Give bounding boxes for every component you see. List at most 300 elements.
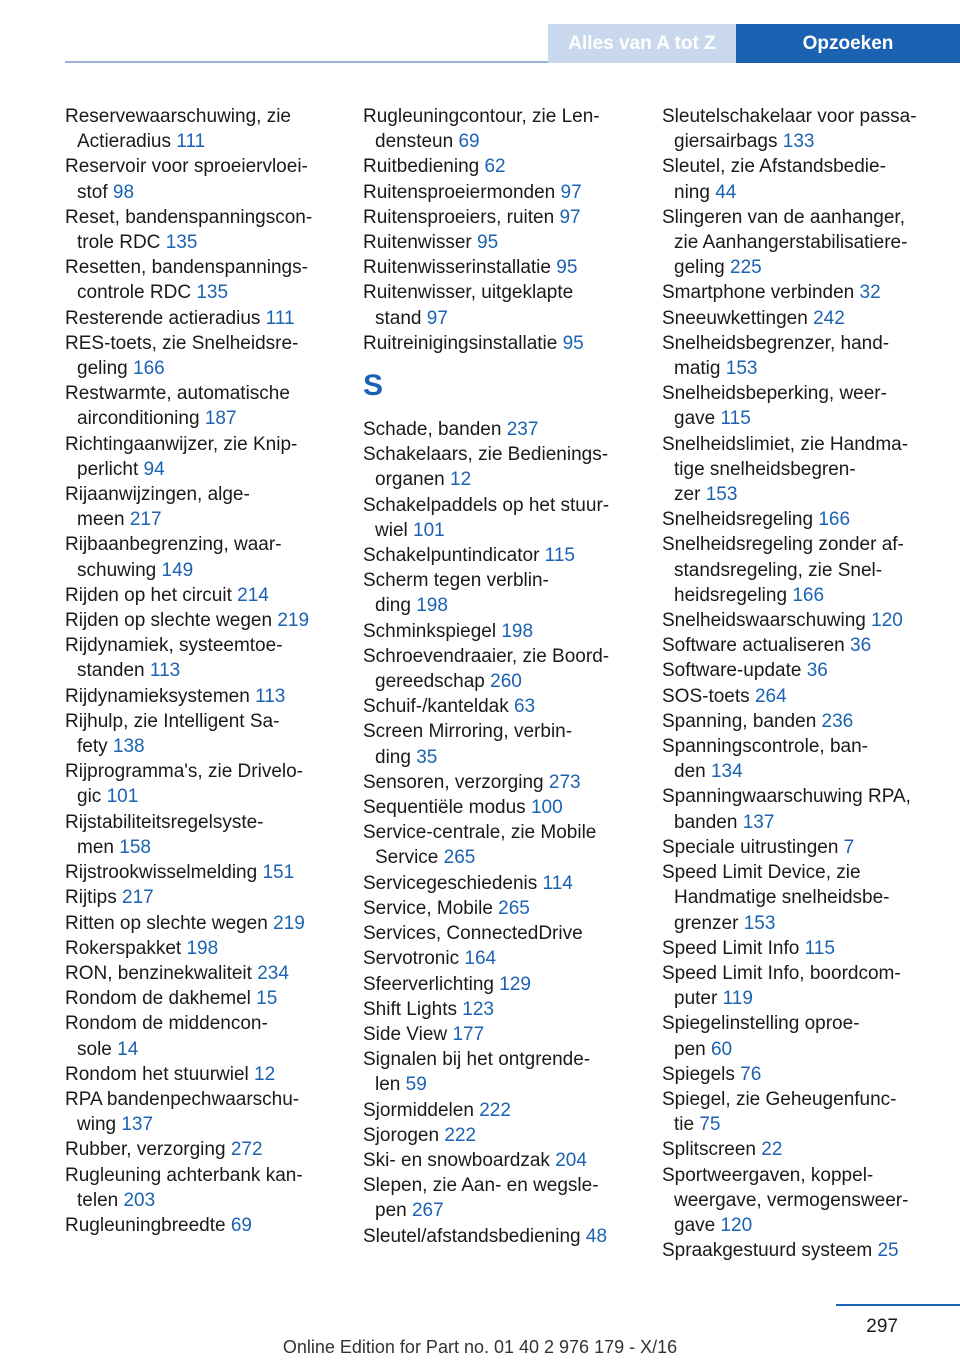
index-entry [65,1213,341,1238]
entry-text: Resterende actieradius [65,307,261,329]
entry-text: Rokerspakket [65,937,182,959]
entry-text: Service, Mobile [363,897,493,919]
entry-text: Sensoren, verzorging [363,771,544,793]
index-entry [662,306,940,331]
page-link[interactable]: 133 [782,131,815,153]
index-entry [363,104,639,154]
page-link[interactable]: 113 [149,660,181,682]
index-entry [65,810,341,860]
page-link[interactable]: 134 [710,761,743,783]
entry-text: Speciale uitrustingen [662,836,839,858]
page-link[interactable]: 114 [542,872,573,894]
entry-text: Slepen, zie Aan- en wegsle- [363,1175,599,1197]
index-entry [662,961,940,1011]
entry-text: Richtingaanwijzer, zie Knip- [65,433,298,455]
entry-text: Splitscreen [662,1139,756,1161]
entry-text: Sequentiële modus [363,797,526,819]
entry-text: Screen Mirroring, verbin- [363,721,573,743]
entry-text: Actieradius [77,131,171,153]
entry-text: Rondom de dakhemel [65,988,251,1010]
page-link[interactable]: 273 [548,771,581,793]
page-link[interactable]: 115 [720,408,751,430]
page-link[interactable]: 22 [761,1139,783,1161]
page-link[interactable]: 95 [477,232,499,254]
section-letter: S [363,369,384,403]
index-entry [662,1238,940,1263]
entry-text: ding [375,746,411,768]
index-entry [662,381,940,431]
entry-text: Snelheidslimiet, zie Handma- [662,433,909,455]
entry-text: zer [674,484,701,506]
entry-text: Ruitenwisserinstallatie [363,257,551,279]
entry-text: sole [77,1038,112,1060]
entry-text: grenzer [674,912,739,934]
entry-text: Spiegelinstelling oproe- [662,1013,860,1035]
entry-text: Rondom het stuurwiel [65,1063,249,1085]
entry-text: pen [375,1200,407,1222]
index-entry [65,306,341,331]
index-entry [363,1123,639,1148]
entry-text: Sfeerverlichting [363,973,494,995]
index-entry [65,885,341,910]
page-link[interactable]: 153 [725,358,758,380]
page-link[interactable]: 113 [255,685,286,707]
entry-text: men [77,836,114,858]
entry-text: Rijhulp, zie Intelligent Sa- [65,710,280,732]
index-entry [363,543,639,568]
entry-text: Ski- en snowboardzak [363,1149,550,1171]
index-entry [662,936,940,961]
page-link[interactable]: 149 [161,559,194,581]
entry-text: Ritten op slechte wegen [65,912,268,934]
page-link[interactable]: 265 [443,847,476,869]
page-link[interactable]: 267 [411,1200,444,1222]
index-column-3 [662,104,940,1263]
entry-text: Rijstabiliteitsregelsyste- [65,811,264,833]
entry-text: stof [77,181,108,203]
entry-text: Servotronic [363,948,460,970]
page-link[interactable]: 198 [416,595,448,617]
page-link[interactable]: 158 [119,836,151,858]
entry-text: meen [77,509,125,531]
page-link[interactable]: 101 [106,786,139,808]
entry-text: RES-toets, zie Snelheidsre- [65,332,299,354]
page-link[interactable]: 115 [804,937,835,959]
entry-text: Software-update [662,660,802,682]
page-link[interactable]: 203 [123,1189,156,1211]
entry-text: Speed Limit Info [662,937,800,959]
entry-text: gereedschap [375,671,485,693]
entry-text: Rugleuningcontour, zie Len- [363,106,600,127]
page-number: 297 [866,1316,898,1337]
entry-text: Rijbaanbegrenzing, waar- [65,534,282,556]
entry-text: Reservoir voor sproeiervloei- [65,156,308,178]
index-entry [363,719,639,769]
page-link[interactable]: 15 [256,988,278,1010]
entry-text: Sjormiddelen [363,1099,474,1121]
index-entry [65,633,341,683]
index-entry [662,684,940,709]
entry-text: Reservewaarschuwing, zie [65,106,291,127]
index-entry [65,759,341,809]
entry-text: Reset, bandenspanningscon- [65,206,313,228]
index-entry [363,1022,639,1047]
edition-footer: Online Edition for Part no. 01 40 2 976 179 - X/16 [282,1337,678,1357]
index-entry [662,1163,940,1239]
entry-text: Sleutelschakelaar voor passa- [662,106,917,127]
entry-text: Snelheidsbegrenzer, hand- [662,332,890,354]
page-link[interactable]: 111 [176,131,206,153]
entry-text: Side View [363,1023,448,1045]
entry-text: Schuif-/kanteldak [363,696,509,718]
page-link[interactable]: 222 [479,1099,511,1121]
page-link[interactable]: 217 [122,887,154,909]
page-link[interactable]: 135 [196,282,229,304]
page-link[interactable]: 119 [722,988,753,1010]
entry-text: zie Aanhangerstabilisatiere- [674,232,908,254]
index-entry [363,442,639,492]
entry-text: Rijaanwijzingen, alge- [65,484,250,506]
page-link[interactable]: 217 [129,509,162,531]
index-entry [65,709,341,759]
entry-text: Schakelpuntindicator [363,545,540,567]
page-link[interactable]: 129 [499,973,531,995]
index-entry [363,946,639,971]
index-entry [662,734,940,784]
page-link[interactable]: 237 [506,419,539,441]
entry-text: Handmatige snelheidsbe- [674,887,890,909]
page-link[interactable]: 97 [559,206,581,228]
index-entry [363,568,639,618]
tab-lookup[interactable]: Opzoeken [736,24,960,63]
page-link[interactable]: 120 [871,610,903,632]
page-link[interactable]: 59 [405,1074,427,1096]
entry-text: trole RDC [77,232,161,254]
page-link[interactable]: 151 [262,862,295,884]
entry-text: Sleutel, zie Afstandsbedie- [662,156,886,178]
entry-text: Spanningscontrole, ban- [662,736,868,758]
index-entry [65,255,341,305]
entry-text: Schade, banden [363,419,502,441]
index-entry [65,911,341,936]
index-entry [662,658,940,683]
page-link[interactable]: 48 [585,1225,608,1247]
entry-text: Ruitensproeiermonden [363,181,556,203]
page-link[interactable]: 100 [530,797,563,819]
page-link[interactable]: 94 [143,458,165,480]
index-entry [65,608,341,633]
index-entry [363,896,639,921]
page-link[interactable]: 137 [742,811,775,833]
page-link[interactable]: 62 [484,156,506,178]
page-link[interactable]: 97 [426,307,448,329]
index-entry [363,493,639,543]
entry-text: tie [674,1114,695,1136]
index-entry [363,1047,639,1097]
entry-text: weergave, vermogensweer- [674,1189,909,1211]
page-link[interactable]: 272 [230,1139,263,1161]
page-link[interactable]: 204 [555,1149,587,1171]
entry-text: Sjorogen [363,1124,440,1146]
index-entry [65,860,341,885]
index-entry [662,1062,940,1087]
page-link[interactable]: 198 [186,937,219,959]
index-entry [363,180,639,205]
entry-text: Smartphone verbinden [662,282,855,304]
page-link[interactable]: 36 [806,660,828,682]
index-entry [363,972,639,997]
entry-text: geling [77,358,128,380]
page-link[interactable]: 69 [458,131,480,153]
entry-text: Rijdynamieksystemen [65,685,250,707]
entry-text: matig [674,358,721,380]
page-link[interactable]: 120 [720,1214,753,1236]
index-entry [363,280,639,330]
entry-text: perlicht [77,458,139,480]
page-link[interactable]: 14 [117,1038,139,1060]
entry-text: Speed Limit Device, zie [662,862,861,884]
index-entry [363,331,639,356]
page-link[interactable]: 214 [237,584,269,606]
index-entry [662,104,940,154]
page-link[interactable]: 44 [715,181,737,203]
index-entry [65,1163,341,1213]
entry-text: SOS-toets [662,685,750,707]
index-entry [65,961,341,986]
tab-index[interactable]: Alles van A tot Z [548,24,736,63]
page-link[interactable]: 138 [112,736,145,758]
index-entry [363,694,639,719]
entry-text: Schroevendraaier, zie Boord- [363,645,610,667]
entry-text: Ruitreinigingsinstallatie [363,332,558,354]
page-link[interactable]: 12 [254,1063,276,1085]
page-link[interactable]: 95 [562,332,584,354]
page-link[interactable]: 12 [450,469,472,491]
page-link[interactable]: 187 [204,408,237,430]
entry-text: Rondom de middencon- [65,1013,268,1035]
entry-text: Sportweergaven, koppel- [662,1164,874,1186]
index-entry [65,1011,341,1061]
entry-text: Signalen bij het ontgrende- [363,1049,591,1071]
index-entry [65,381,341,431]
page-link[interactable]: 153 [705,484,738,506]
page-link[interactable]: 32 [859,282,881,304]
page-link[interactable]: 69 [230,1214,252,1236]
index-entry [662,205,940,281]
entry-text: Rijden op slechte wegen [65,610,273,632]
entry-text: Rijprogramma's, zie Drivelo- [65,761,304,783]
index-entry [363,1173,639,1223]
entry-text: Sleutel/afstandsbediening [363,1225,581,1247]
footer-rule [836,1304,960,1306]
entry-text: RON, benzinekwaliteit [65,962,252,984]
index-entry [662,432,940,508]
entry-text: gave [674,1214,716,1236]
index-entry [65,986,341,1011]
index-column-2 [363,104,639,1249]
index-entry [363,921,639,946]
index-entry [65,1087,341,1137]
index-entry [363,820,639,870]
page-link[interactable]: 225 [730,257,762,279]
index-entry [662,280,940,305]
entry-text: Slingeren van de aanhanger, [662,206,905,228]
index-entry [363,154,639,179]
entry-text: gic [77,786,102,808]
entry-text: controle RDC [77,282,192,304]
index-entry [662,507,940,532]
index-entry [65,104,341,154]
page-link[interactable]: 164 [464,948,497,970]
entry-text: standen [77,660,145,682]
index-entry [662,1011,940,1061]
entry-text: Spiegels [662,1063,735,1085]
page-link[interactable]: 123 [462,998,494,1020]
page-link[interactable]: 198 [501,620,534,642]
page-link[interactable]: 222 [444,1124,477,1146]
entry-text: Rijden op het circuit [65,584,232,606]
index-entry [65,583,341,608]
entry-text: telen [77,1189,119,1211]
page-link[interactable]: 75 [699,1114,721,1136]
page-link[interactable]: 236 [821,710,854,732]
index-entry [662,1087,940,1137]
entry-text: Servicegeschiedenis [363,872,538,894]
index-entry [363,871,639,896]
entry-text: Snelheidswaarschuwing [662,610,866,632]
entry-text: Service [375,847,439,869]
page-link[interactable]: 219 [277,610,310,632]
index-entry [363,230,639,255]
page-link[interactable]: 177 [452,1023,485,1045]
index-entry [363,644,639,694]
page-link[interactable]: 63 [514,696,536,718]
index-entry [662,1137,940,1162]
index-entry [363,619,639,644]
index-entry [65,532,341,582]
page-link[interactable]: 166 [792,584,825,606]
entry-text: Software actualiseren [662,635,845,657]
entry-text: heidsregeling [674,584,788,606]
entry-text: standsregeling, zie Snel- [674,559,883,581]
page-link[interactable]: 35 [416,746,438,768]
index-entry [363,1148,639,1173]
entry-text: schuwing [77,559,157,581]
entry-text: Service-centrale, zie Mobile [363,822,597,844]
page-link[interactable]: 25 [877,1240,899,1262]
index-entry [65,432,341,482]
entry-text: airconditioning [77,408,200,430]
entry-text: Ruitensproeiers, ruiten [363,206,555,228]
page-link[interactable]: 7 [843,836,855,858]
entry-text: Shift Lights [363,998,457,1020]
entry-text: Rubber, verzorging [65,1139,226,1161]
index-entry [363,770,639,795]
index-entry [363,795,639,820]
page-link[interactable]: 166 [133,358,165,380]
index-entry [65,482,341,532]
entry-text: Rugleuning achterbank kan- [65,1164,303,1186]
entry-text: ning [674,181,710,203]
index-entry [662,154,940,204]
entry-text: Schakelaars, zie Bedienings- [363,444,609,466]
page-link[interactable]: 97 [560,181,582,203]
index-entry [662,633,940,658]
entry-text: Ruitbediening [363,156,480,178]
entry-text: Rijtips [65,887,117,909]
page-link[interactable]: 135 [165,232,198,254]
entry-text: Scherm tegen verblin- [363,570,549,592]
index-entry [363,255,639,280]
entry-text: Spiegel, zie Geheugenfunc- [662,1088,897,1110]
entry-text: Sneeuwkettingen [662,307,808,329]
entry-text: ding [375,595,411,617]
page-link[interactable]: 111 [265,307,295,329]
page-link[interactable]: 265 [498,897,530,919]
page-link[interactable]: 95 [556,257,578,279]
page-link[interactable]: 101 [413,519,445,541]
page-link[interactable]: 76 [740,1063,762,1085]
entry-text: tige snelheidsbegren- [674,458,856,480]
entry-text: Spanning, banden [662,710,817,732]
index-entry [65,936,341,961]
entry-text: Schakelpaddels op het stuur- [363,494,610,516]
page-link[interactable]: 166 [818,509,851,531]
page-link[interactable]: 264 [754,685,787,707]
page-link[interactable]: 153 [743,912,776,934]
page-link[interactable]: 36 [850,635,872,657]
entry-text: Snelheidsbeperking, weer- [662,383,887,405]
entry-text: Resetten, bandenspannings- [65,257,308,279]
entry-text: geling [674,257,725,279]
index-entry [662,532,940,608]
index-entry [662,608,940,633]
entry-text: giersairbags [674,131,778,153]
entry-text: Ruitenwisser [363,232,472,254]
page-link[interactable]: 115 [544,545,575,567]
index-entry [662,331,940,381]
entry-text: Rijdynamiek, systeemtoe- [65,635,283,657]
index-entry [363,1098,639,1123]
page-link[interactable]: 98 [112,181,135,203]
index-entry [662,709,940,734]
index-entry [65,154,341,204]
entry-text: RPA bandenpechwaarschu- [65,1088,300,1110]
page-link[interactable]: 219 [273,912,305,934]
entry-text: organen [375,469,445,491]
index-entry [65,1062,341,1087]
page-link[interactable]: 60 [710,1038,733,1060]
entry-text: wing [77,1114,117,1136]
index-column-1 [65,104,341,1238]
entry-text: gave [674,408,716,430]
index-entry [363,205,639,230]
entry-text: Snelheidsregeling [662,509,814,531]
index-entry [65,205,341,255]
entry-text: Restwarmte, automatische [65,383,290,405]
entry-text: wiel [375,519,408,541]
page-link[interactable]: 234 [257,962,289,984]
entry-text: densteun [375,131,454,153]
page-link[interactable]: 137 [121,1114,154,1136]
entry-text: Rugleuningbreedte [65,1214,226,1236]
entry-text: banden [674,811,738,833]
index-entry [363,417,639,442]
page-link[interactable]: 242 [813,307,845,329]
entry-text: Spraakgestuurd systeem [662,1240,873,1262]
page-link[interactable]: 260 [490,671,522,693]
index-entry [363,997,639,1022]
